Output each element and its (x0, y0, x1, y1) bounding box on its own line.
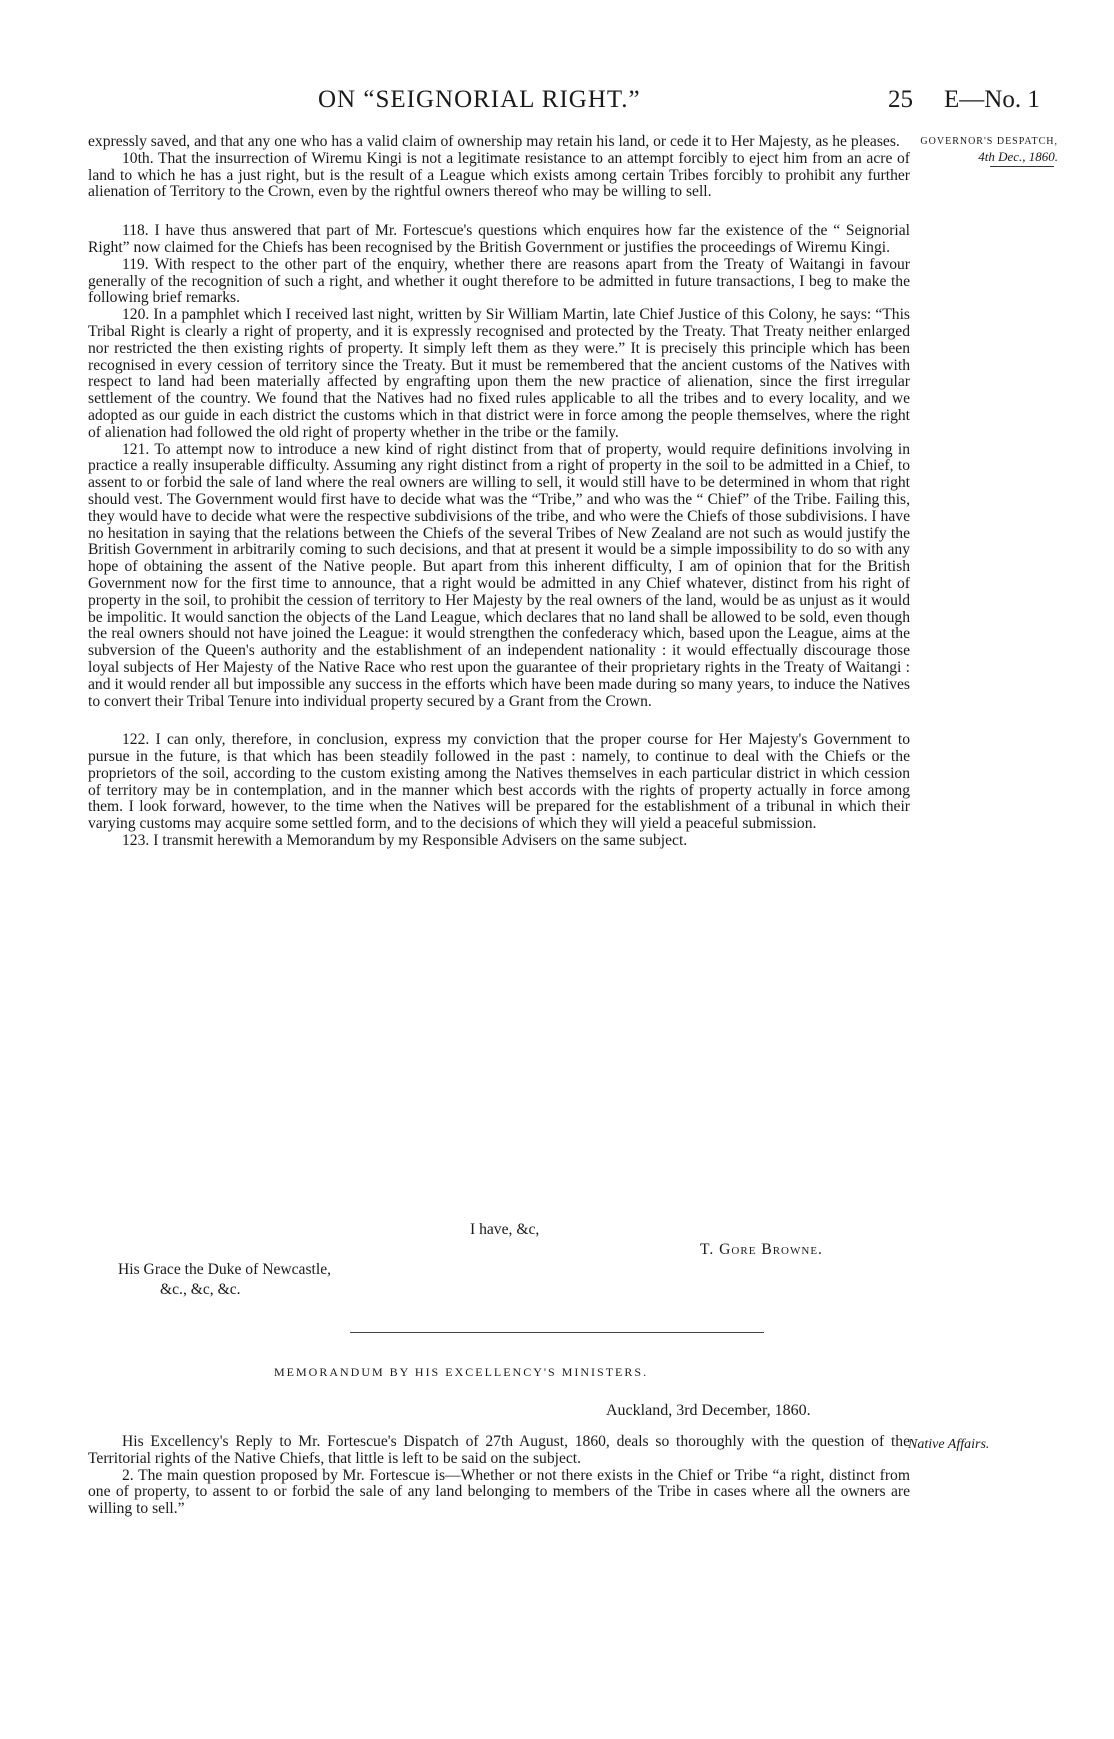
margin-note-native-affairs: Native Affairs. (908, 1437, 990, 1452)
paragraph-123: 123. I transmit herewith a Memorandum by my Responsible Advisers on the same subject. (122, 832, 688, 850)
margin-note-dispatch (910, 134, 1058, 164)
margin-rule (990, 166, 1054, 167)
paragraph-121: 121. To attempt now to introduce a new kind of right distinct from that of property, would require definitions involving in practice a really insuperable difficulty. Assuming any right distinct from a right of property in the soil to be admitted in a Chief, to assent to or forbid the sale of land where the real owners are willing to sell, it would still have to be determined in whom that right should vest. The Government would first have to decide what was the “Tribe,” and who was the “ Chief” of the Tribe. Failing this, they would have to decide what were the respective subdivisions of the tribe, and who were the Chiefs of those subdivisions. I have no hesitation in saying that the relations between the Chiefs of the several Tribes of New Zealand are not such as would justify the British Government in arbitrarily coming to such decisions, and that at present it would be a simple impossibility to do so with any hope of obtaining the assent of the Native people. But apart from this inherent difficulty, I am of opinion that for the British Government now for the first time to announce, that a right would be admitted in any Chief whatever, distinct from his right of property in the soil, to prohibit the cession of territory to Her Majesty by the real owners of the land, would be as unjust as it would be impolitic. It would sanction the objects of the Land League, which declares that no land shall be allowed to be sold, even though the real owners should not have joined the League: it would strengthen the confederacy which, based upon the League, aims at the subversion of the Queen's authority and the establishment of an independent nationality : it would effectually discourage those loyal subjects of Her Majesty of the Native Race who rest upon the guarantee of their proprietary rights in the Treaty of Waitangi : and it would render all but impossible any success in the efforts which have been made during so many years, to induce the Natives to convert their Tribal Tenure into individual property secured by a Grant from the Crown. (88, 440, 910, 710)
paragraph-120: 120. In a pamphlet which I received last night, written by Sir William Martin, late Chief Justice of this Colony, he says: “This Tribal Right is clearly a right of property, and it is expressly recognised and protected by the Treaty. That Treaty neither enlarged nor restricted the then existing rights of property. It simply left them as they were.” It is precisely this principle which has been recognised in every cession of territory since the Treaty. But it must be remembered that the ancient customs of the Natives with respect to land had been materially affected by engrafting upon them the new practice of alienation, since the first irregular settlement of the country. We found that the Natives had no fixed rules applicable to all the tribes and to every locality, and we adopted as our guide in each district the customs which in that district were in force among the people themselves, where the right of alienation had followed the old right of property whether in the tribe or the family. (88, 306, 910, 441)
section-divider (350, 1332, 764, 1333)
paragraph-continuation: expressly saved, and that any one who has a valid claim of ownership may retain his land, or cede it to Her Majesty, as he pleases. (88, 133, 900, 150)
letter-body (88, 134, 910, 850)
margin-note-dispatch-label: GOVERNOR'S DESPATCH, (920, 136, 1058, 147)
memo-place-date: Auckland, 3rd December, 1860. (606, 1402, 811, 1419)
running-title: ON “SEIGNORIAL RIGHT.” (318, 86, 641, 113)
page-header (0, 86, 1114, 120)
memo-paragraph-1: His Excellency's Reply to Mr. Fortescue's Dispatch of 27th August, 1860, deals so thoroughly with the question of the Territorial rights of the Native Chiefs, that little is left to be said on the subject. (88, 1433, 910, 1467)
paragraph-118: 118. I have thus answered that part of Mr. Fortescue's questions which enquires how far the existence of the “ Seignorial Right” now claimed for the Chiefs has been recognised by the British Government or justifies the proceedings of Wiremu Kingi. (88, 222, 910, 256)
page-number: 25 (888, 86, 913, 113)
memo-heading: MEMORANDUM BY HIS EXCELLENCY'S MINISTERS. (274, 1365, 649, 1379)
paragraph-gap (88, 710, 910, 732)
paragraph-119: 119. With respect to the other part of the enquiry, whether there are reasons apart from the Treaty of Waitangi in favour generally of the recognition of such a right, and whether it ought therefore to be admitted in future transactions, I beg to make the following brief remarks. (88, 255, 910, 307)
margin-note-dispatch-date: 4th Dec., 1860. (978, 149, 1058, 164)
signature: T. Gore Browne. (700, 1241, 823, 1258)
addressee-line-1: His Grace the Duke of Newcastle, (118, 1261, 332, 1278)
document-reference: E—No. 1 (944, 86, 1040, 113)
memo-body (88, 1434, 910, 1518)
closing-salutation: I have, &c, (470, 1221, 540, 1238)
memo-paragraph-2: 2. The main question proposed by Mr. Fortescue is—Whether or not there exists in the Chief or Tribe “a right, distinct from one of property, to assent to or forbid the sale of any land belonging to members of the Tribe in cases where all the owners are willing to sell.” (88, 1466, 910, 1518)
paragraph-10th: 10th. That the insurrection of Wiremu Kingi is not a legitimate resistance to an attempt forcibly to eject him from an acre of land to which he has a just right, but is the result of a League which exists among certain Tribes forcibly to prohibit any further alienation of Territory to the Crown, even by the rightful owners thereof who may be willing to sell. (88, 149, 910, 201)
addressee-line-2: &c., &c, &c. (160, 1281, 241, 1298)
paragraph-gap (88, 201, 910, 223)
paragraph-122: 122. I can only, therefore, in conclusion, express my conviction that the proper course for Her Majesty's Government to pursue in the future, is that which has been steadily followed in the past : namely, to continue to deal with the Chiefs or the proprietors of the soil, according to the custom existing among the Natives themselves in each particular district in which cession of territory may be in contemplation, and in the manner which best accords with the rights of property actually in force among them. I look forward, however, to the time when the Natives will be prepared for the establishment of a tribunal in which their varying customs may acquire some settled form, and to the decisions of which they will yield a peaceful submission. (88, 731, 910, 833)
